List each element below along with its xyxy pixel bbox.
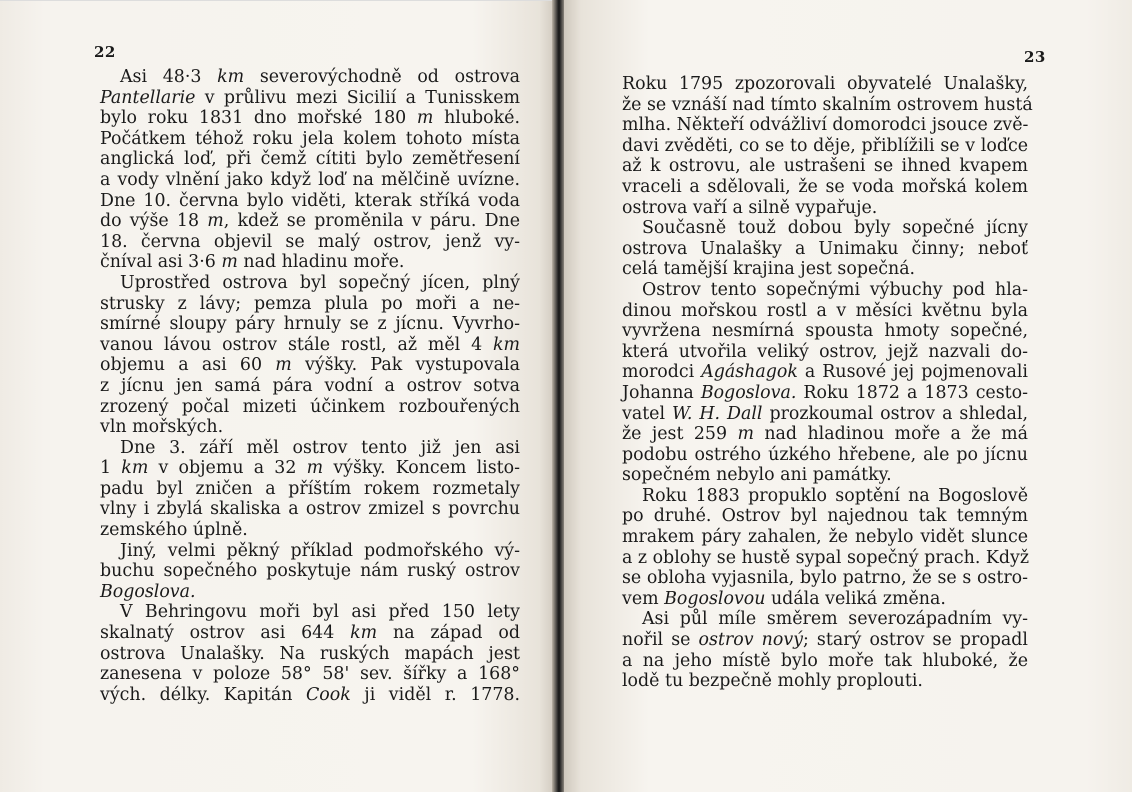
text-line <box>100 273 520 294</box>
text-run: Současně touž dobou byly sopečné jícny <box>642 218 1028 239</box>
text-run: Johanna <box>622 382 701 403</box>
text-line <box>622 218 1028 239</box>
text-line <box>100 397 520 418</box>
text-run: vanou lávou ostrov stále rostl, až měl 4 <box>100 334 493 355</box>
text-run: vatel <box>622 403 673 424</box>
text-line <box>100 108 520 129</box>
italic-text: Cook <box>305 684 351 705</box>
italic-text: Pantellarie <box>100 87 196 108</box>
text-run: z jícnu jen samá pára vodní a ostrov sotva <box>100 375 520 396</box>
italic-text: m <box>221 252 238 273</box>
right-page-number: 23 <box>1024 48 1046 66</box>
text-line <box>100 252 520 273</box>
text-line <box>100 438 520 459</box>
text-run: sopečném nebylo ani památky. <box>622 465 892 486</box>
text-run: bylo roku 1831 dno mořské 180 <box>100 108 417 129</box>
text-line <box>100 520 520 541</box>
text-line <box>622 568 1028 589</box>
text-run: nad hladinu moře. <box>237 252 405 273</box>
text-run: se obloha vyjasnila, bylo patrno, že se s ostro- <box>622 568 1028 589</box>
text-run: Dne 3. září měl ostrov tento již jen asi <box>120 437 520 458</box>
text-line <box>622 156 1028 177</box>
text-line <box>622 609 1028 630</box>
text-line <box>100 314 520 335</box>
text-run: padu byl zničen a příštím rokem rozmetaly <box>100 478 520 499</box>
text-run: mrakem páry zahalen, že nebylo vidět slunce <box>622 527 1028 548</box>
text-line <box>622 362 1028 383</box>
text-run: nořil se <box>622 630 699 651</box>
text-run: mlha. Někteří odvážliví domorodci jsouce zvě- <box>622 115 1029 136</box>
text-run: na západ od <box>377 623 520 644</box>
italic-text: m <box>416 108 434 129</box>
text-run: zanesena v poloze 58° 58' sev. šířky a 168° <box>100 664 520 685</box>
text-run: prozkoumal ostrov a shledal, <box>762 403 1029 424</box>
text-run: po druhé. Ostrov byl najednou tak temným <box>622 506 1028 527</box>
text-run: Uprostřed ostrova byl sopečný jícen, plný <box>120 272 520 293</box>
text-line <box>100 211 520 232</box>
text-run: Ostrov tento sopečnými výbuchy pod hla- <box>642 279 1028 300</box>
text-run: ; starý ostrov se propadl <box>802 630 1028 651</box>
text-run: která utvořila veliký ostrov, jejž nazvali do- <box>622 341 1028 362</box>
left-page-text <box>100 67 520 705</box>
text-line <box>622 527 1028 548</box>
text-line <box>622 94 1033 116</box>
text-run: do výše 18 <box>100 211 208 232</box>
text-run: celá tamější krajina jest sopečná. <box>622 259 916 280</box>
left-page <box>0 0 556 792</box>
italic-text: m <box>306 458 324 479</box>
right-page <box>564 0 1132 792</box>
italic-text: Bogoslova. <box>100 581 196 602</box>
text-run: severovýchodně od ostrova <box>244 67 520 87</box>
text-run: V Behringovu moři byl asi před 150 lety <box>120 602 520 623</box>
text-line <box>100 623 520 644</box>
text-line <box>100 582 520 603</box>
italic-text: Bogoslova. <box>700 382 797 403</box>
text-run: ostrova Unalašky a Unimaku činny; neboť <box>622 238 1028 259</box>
text-line <box>100 335 520 356</box>
text-line <box>622 239 1028 260</box>
italic-text: m <box>737 424 754 445</box>
text-run: výšky. Pak vystupovala <box>291 355 520 376</box>
text-run: zemského úplně. <box>100 520 248 541</box>
italic-text: km <box>492 334 520 355</box>
text-line <box>100 294 520 315</box>
text-run: davi zvěděti, co se to děje, přiblížili se v loďce <box>622 135 1028 156</box>
text-line <box>622 115 1028 136</box>
text-line <box>100 499 520 520</box>
text-run: nad hladinou moře a že má <box>753 424 1028 445</box>
text-line <box>622 465 1028 486</box>
text-line <box>100 561 520 582</box>
italic-text: Agáshagok <box>701 362 798 383</box>
text-line <box>622 671 1028 692</box>
text-line <box>622 630 1028 651</box>
text-run: v průlivu mezi Sicilií a Tunisskem <box>195 87 520 108</box>
text-line <box>100 458 520 479</box>
text-run: výšky. Koncem listo- <box>323 458 521 479</box>
text-line <box>100 417 520 438</box>
italic-text: ostrov nový <box>698 630 803 651</box>
text-line <box>100 149 520 170</box>
text-line <box>622 651 1028 672</box>
text-line <box>622 321 1028 342</box>
text-run: v objemu a 32 <box>148 458 307 479</box>
text-run: ostrova vaří a silně vypařuje. <box>622 197 878 218</box>
text-run: ostrova Unalašky. Na ruských mapách jest <box>100 643 520 664</box>
text-run: buchu sopečného poskytuje nám ruský ostrov <box>100 561 520 582</box>
text-run: vyvržena nesmírná spousta hmoty sopečné, <box>622 321 1028 342</box>
text-line <box>100 376 520 397</box>
text-run: udála veliká změna. <box>765 588 946 609</box>
text-run: anglická loď, při čemž cítiti bylo zemětřesení <box>100 149 520 170</box>
italic-text: m <box>275 355 292 376</box>
text-line <box>100 191 520 212</box>
text-run: Roku 1872 a 1873 cesto- <box>796 382 1028 403</box>
text-run: Roku 1883 propuklo soptění na Bogoslově <box>642 485 1028 506</box>
text-run: morodci <box>622 362 702 383</box>
text-run: vln mořských. <box>100 417 224 438</box>
text-line <box>622 342 1028 363</box>
italic-text: km <box>350 623 378 644</box>
text-run: podobu ostrého úzkého hřebene, ale po jícnu <box>622 444 1028 465</box>
text-line <box>100 232 520 253</box>
text-run: objemu a asi 60 <box>100 355 276 376</box>
text-run: 1 <box>100 458 122 479</box>
text-run: a z oblohy se hustě sypal sopečný prach. Když <box>622 547 1030 568</box>
text-run: a Rusové jej pojmenovali <box>797 362 1028 383</box>
text-run: vraceli a sdělovali, že se voda mořská kolem <box>622 176 1028 197</box>
text-run: vých. délky. Kapitán <box>100 684 306 705</box>
text-line <box>622 259 1028 280</box>
text-line <box>100 541 520 562</box>
text-run: vlny i zbylá skaliska a ostrov zmizel s povrchu <box>100 499 520 520</box>
text-line <box>100 664 520 685</box>
text-run: Asi 48·3 <box>120 67 218 87</box>
text-run: smírné sloupy páry hrnuly se z jícnu. Vyvrho- <box>100 314 520 335</box>
text-run: Dne 10. června bylo viděti, kterak stříká voda <box>100 190 520 211</box>
text-line <box>622 589 1028 610</box>
text-run: vem <box>622 588 665 609</box>
text-line <box>100 355 520 376</box>
text-run: čníval asi 3·6 <box>100 252 222 273</box>
text-run: až k ostrovu, ale ustrašeni se ihned kvapem <box>622 156 1028 177</box>
text-run: a na jeho místě bylo moře tak hluboké, že <box>622 650 1028 671</box>
text-line <box>100 644 520 665</box>
italic-text: km <box>121 458 149 479</box>
italic-text: km <box>217 67 245 87</box>
text-run: Asi půl míle směrem severozápadním vy- <box>642 609 1028 630</box>
text-line <box>100 129 520 150</box>
text-line <box>622 486 1028 507</box>
text-run: strusky z lávy; pemza plula po moři a ne- <box>100 293 520 314</box>
text-line <box>622 301 1028 322</box>
text-run: Počátkem téhož roku jela kolem tohoto místa <box>100 128 520 149</box>
text-run: dinou mořskou rostl a v měsíci květnu byla <box>622 300 1028 321</box>
text-line <box>100 602 520 623</box>
text-run: skalnatý ostrov asi 644 <box>100 623 351 644</box>
left-page-number: 22 <box>94 43 116 61</box>
right-page-text <box>622 74 1033 692</box>
text-run: lodě tu bezpečně mohly proplouti. <box>622 671 923 692</box>
text-line <box>100 88 520 109</box>
text-line <box>622 136 1028 157</box>
text-line <box>100 170 520 191</box>
text-line <box>622 404 1028 425</box>
text-run: Roku 1795 zpozorovali obyvatelé Unalašky, <box>622 74 1028 94</box>
text-run: že se vznáší nad tímto skalním ostrovem hustá <box>622 94 1033 115</box>
text-run: ji viděl r. 1778. <box>350 684 520 705</box>
text-run: zrozený počal mizeti účinkem rozbouřených <box>100 396 520 417</box>
italic-text: Bogoslovou <box>664 588 766 609</box>
text-line <box>622 198 1028 219</box>
text-line <box>622 383 1028 404</box>
text-line <box>622 424 1028 445</box>
text-line <box>622 74 1028 95</box>
text-line <box>622 506 1028 527</box>
text-run: hluboké. <box>433 108 520 129</box>
text-line <box>622 280 1028 301</box>
text-run: , kdež se proměnila v páru. Dne <box>223 211 520 232</box>
text-line <box>622 177 1028 198</box>
text-run: a vody vlnění jako když loď na mělčině uvízne. <box>100 169 520 190</box>
text-run: že jest 259 <box>622 424 738 445</box>
italic-text: m <box>207 211 224 232</box>
text-line <box>100 67 520 88</box>
text-run: 18. června objevil se malý ostrov, jenž vy- <box>100 231 520 252</box>
text-run: Jiný, velmi pěkný příklad podmořského vý- <box>120 540 520 561</box>
text-line <box>100 685 520 706</box>
text-line <box>100 479 520 500</box>
text-line <box>622 445 1028 466</box>
italic-text: W. H. Dall <box>672 403 763 424</box>
text-line <box>622 548 1028 569</box>
